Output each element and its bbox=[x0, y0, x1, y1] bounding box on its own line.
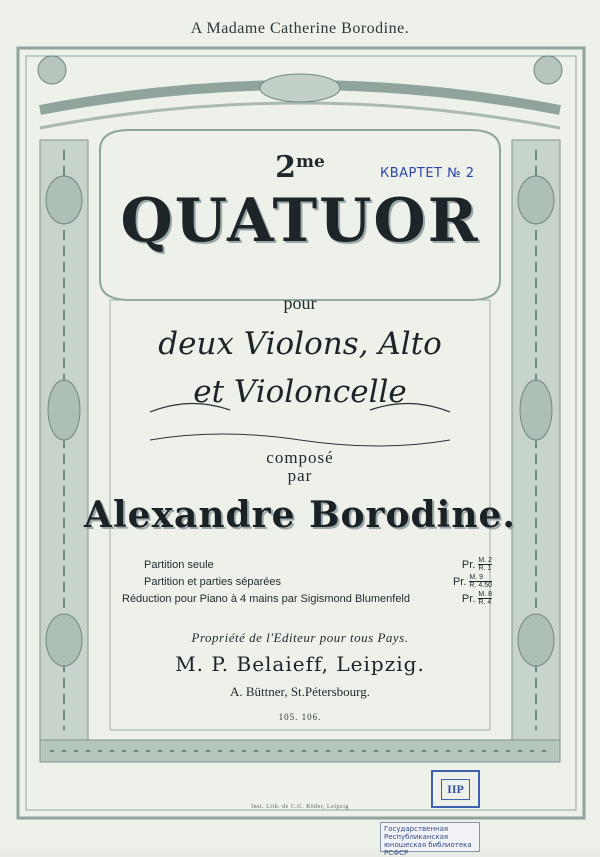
work-number-suffix: me bbox=[296, 152, 325, 172]
stamp-box-text: IIP bbox=[441, 779, 470, 800]
price-prefix: Pr. bbox=[461, 558, 476, 571]
price-marks: M. 9 bbox=[469, 574, 492, 582]
price-row bbox=[122, 573, 492, 590]
work-number-value: 2 bbox=[275, 150, 297, 185]
price-marks: M. 8 bbox=[478, 591, 492, 598]
top-medallion bbox=[260, 74, 340, 102]
price-fraction bbox=[478, 557, 492, 572]
price-row bbox=[122, 590, 492, 607]
property-notice: Propriété de l'Editeur pour tous Pays. bbox=[191, 630, 409, 645]
handwritten-note: КВАРТЕТ № 2 bbox=[380, 166, 475, 181]
main-title: QUATUOR bbox=[120, 186, 480, 256]
top-arch-inner bbox=[40, 103, 560, 128]
composer-name: Alexandre Borodine. bbox=[84, 494, 516, 536]
price-fraction bbox=[469, 574, 492, 589]
price-prefix: Pr. bbox=[461, 592, 476, 605]
price-roubles: R. 4.50 bbox=[469, 582, 492, 589]
par-text: par bbox=[287, 466, 313, 485]
compose-text: composé bbox=[266, 448, 334, 467]
corner-rosette-left bbox=[38, 56, 66, 84]
price-label: Partition seule bbox=[144, 558, 214, 571]
plate-numbers: 105. 106. bbox=[278, 712, 322, 722]
library-stamp-line: Республиканская bbox=[384, 833, 449, 841]
pour-text: pour bbox=[283, 293, 317, 313]
price-label: Réduction pour Piano à 4 mains par Sigismond Blumenfeld bbox=[122, 592, 410, 605]
library-stamp-line: юношеская библиотека РСФСР bbox=[384, 841, 472, 857]
work-number bbox=[250, 150, 350, 185]
flourish-underline bbox=[150, 434, 450, 446]
printer-imprint: Inst. Lith. de C.G. Röder, Leipzig bbox=[251, 804, 349, 810]
library-stamp-box bbox=[431, 770, 480, 808]
price-roubles: R. 4 bbox=[478, 599, 492, 606]
dedication: A Madame Catherine Borodine. bbox=[190, 20, 410, 37]
price-roubles: R. 1 bbox=[478, 565, 492, 572]
corner-rosette-right bbox=[534, 56, 562, 84]
publisher: M. P. Belaieff, Leipzig. bbox=[175, 652, 425, 676]
price-list bbox=[122, 556, 492, 607]
price-prefix: Pr. bbox=[452, 575, 467, 588]
instruments-line-2: et Violoncelle bbox=[193, 374, 407, 410]
price-marks: M. 2 bbox=[478, 557, 492, 564]
price-fraction bbox=[478, 591, 492, 606]
library-stamp-line: Государственная bbox=[384, 825, 449, 833]
branch: A. Büttner, St.Pétersbourg. bbox=[229, 684, 371, 699]
library-stamp bbox=[380, 822, 480, 857]
price-label: Partition et parties séparées bbox=[144, 575, 281, 588]
price-row bbox=[122, 556, 492, 573]
instruments-line-1: deux Violons, Alto bbox=[158, 326, 442, 362]
